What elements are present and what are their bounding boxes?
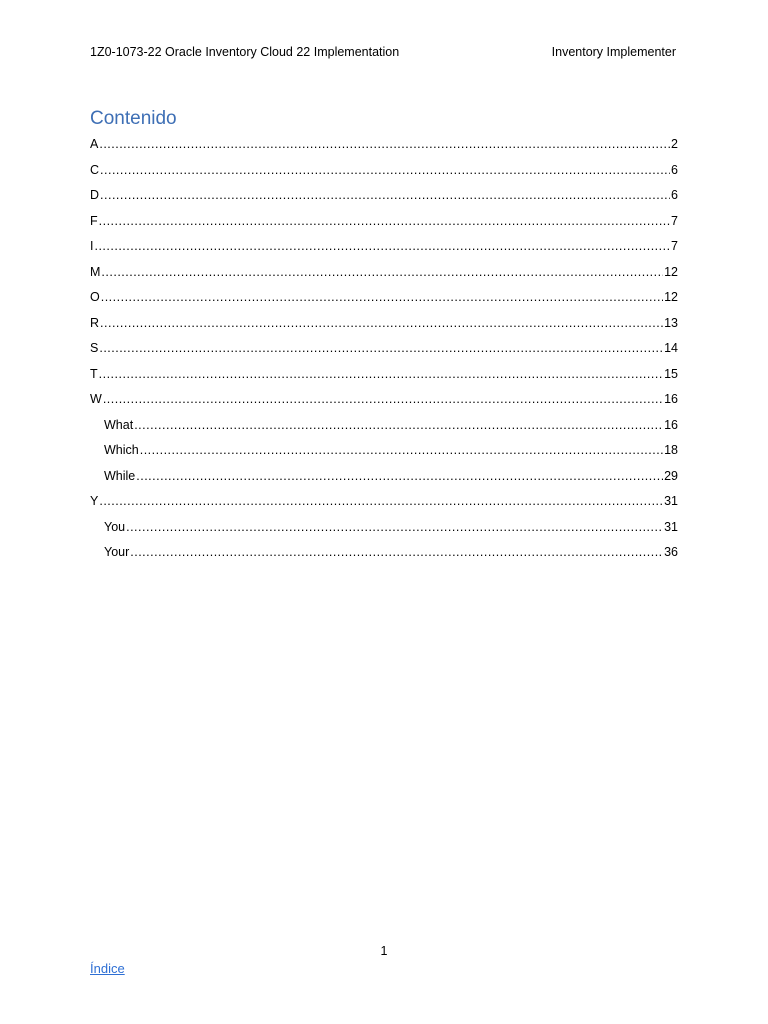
page-header xyxy=(90,45,676,65)
toc-entry-page: 13 xyxy=(664,315,678,330)
toc-entry-page: 2 xyxy=(671,137,678,151)
toc-dot-leader xyxy=(99,492,663,510)
toc-entry-label: Which xyxy=(104,443,139,457)
toc-entry-page: 31 xyxy=(664,519,678,534)
toc-entry-label: A xyxy=(90,137,99,151)
toc-dot-leader xyxy=(101,288,663,306)
toc-entry[interactable] xyxy=(90,186,678,212)
toc-dot-leader xyxy=(99,365,663,383)
toc-entry-label: F xyxy=(90,213,98,228)
toc-entry-label: What xyxy=(104,417,134,432)
toc-entry[interactable] xyxy=(90,365,678,391)
page-number: 1 xyxy=(380,944,388,958)
toc-entry-label: S xyxy=(90,341,99,355)
toc-entry-page: 12 xyxy=(664,290,678,304)
toc-entry[interactable] xyxy=(90,161,678,187)
toc-entry-page: 15 xyxy=(664,366,678,381)
toc-dot-leader xyxy=(99,212,670,230)
toc-dot-leader xyxy=(130,543,663,561)
toc-entry[interactable] xyxy=(90,339,678,365)
toc-entry[interactable] xyxy=(90,135,678,161)
toc-entry-label: M xyxy=(90,264,101,279)
toc-entry[interactable] xyxy=(90,314,678,340)
toc-dot-leader xyxy=(140,441,663,459)
toc-dot-leader xyxy=(100,161,670,179)
toc-entry-page: 6 xyxy=(671,188,678,202)
toc-entry-label: C xyxy=(90,162,100,177)
toc-entry-label: D xyxy=(90,188,100,202)
toc-entry-page: 16 xyxy=(664,417,678,432)
toc-entry[interactable] xyxy=(90,212,678,238)
toc-entry-page: 7 xyxy=(671,213,678,228)
index-link[interactable]: Índice xyxy=(90,961,125,976)
toc-dot-leader xyxy=(103,390,663,408)
toc-dot-leader xyxy=(99,135,670,153)
toc-dot-leader xyxy=(100,314,663,332)
toc-entry-page: 6 xyxy=(671,162,678,177)
toc-entry-label: W xyxy=(90,392,102,406)
toc-entry-page: 18 xyxy=(664,443,678,457)
toc-entry-page: 31 xyxy=(664,494,678,508)
header-title: 1Z0-1073-22 Oracle Inventory Cloud 22 Implementation xyxy=(90,45,400,59)
toc-entry-page: 14 xyxy=(664,341,678,355)
toc-entry[interactable] xyxy=(90,288,678,314)
toc-heading: Contenido xyxy=(90,108,177,129)
toc-entry[interactable] xyxy=(90,467,678,493)
table-of-contents xyxy=(90,135,678,569)
toc-entry-page: 29 xyxy=(664,468,678,483)
toc-entry-label: You xyxy=(104,519,126,534)
toc-entry-page: 36 xyxy=(664,545,678,559)
toc-dot-leader xyxy=(100,186,670,204)
toc-entry-label: Y xyxy=(90,494,99,508)
toc-dot-leader xyxy=(126,518,663,536)
toc-entry[interactable] xyxy=(90,263,678,289)
toc-entry-label: While xyxy=(104,468,136,483)
toc-entry-label: O xyxy=(90,290,100,304)
toc-entry[interactable] xyxy=(90,518,678,544)
toc-entry-label: T xyxy=(90,366,98,381)
toc-dot-leader xyxy=(99,339,663,357)
toc-dot-leader xyxy=(94,237,670,255)
header-role: Inventory Implementer xyxy=(551,45,676,59)
toc-dot-leader xyxy=(134,416,663,434)
toc-entry[interactable] xyxy=(90,237,678,263)
toc-entry-label: R xyxy=(90,315,100,330)
toc-entry[interactable] xyxy=(90,390,678,416)
toc-dot-leader xyxy=(101,263,663,281)
toc-dot-leader xyxy=(136,467,663,485)
toc-entry-label: I xyxy=(90,239,94,253)
toc-entry-page: 7 xyxy=(671,239,678,253)
toc-entry-page: 12 xyxy=(664,264,678,279)
toc-entry[interactable] xyxy=(90,543,678,569)
toc-entry[interactable] xyxy=(90,441,678,467)
toc-entry-page: 16 xyxy=(664,392,678,406)
toc-entry[interactable] xyxy=(90,416,678,442)
toc-entry[interactable] xyxy=(90,492,678,518)
toc-entry-label: Your xyxy=(104,545,130,559)
